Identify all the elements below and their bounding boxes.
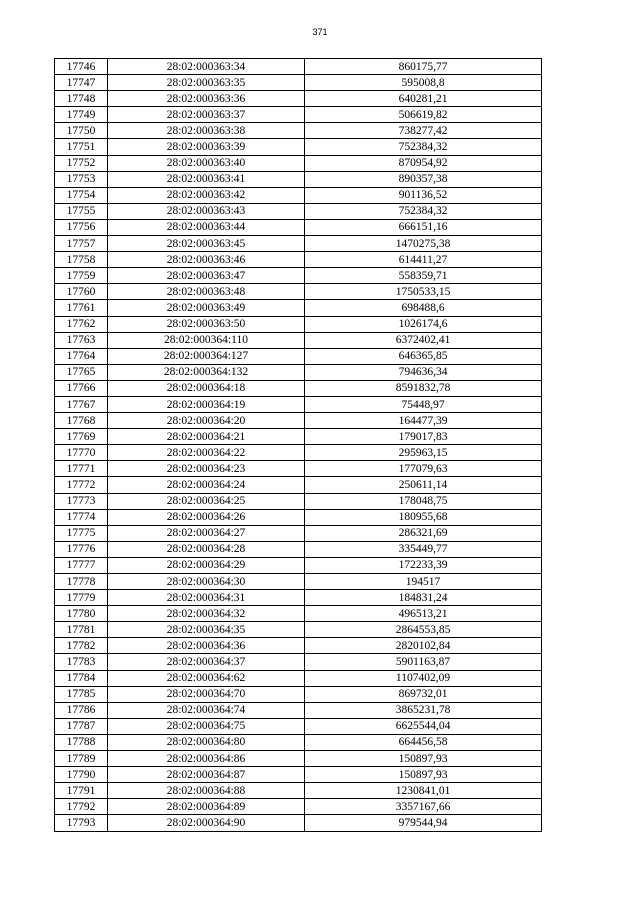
cadastral-value-table xyxy=(54,58,542,832)
row-number-cell: 17755 xyxy=(55,203,108,219)
row-number-cell: 17769 xyxy=(55,429,108,445)
table-row xyxy=(55,219,542,235)
cadastral-number-cell: 28:02:000363:50 xyxy=(108,316,305,332)
cadastral-number-cell: 28:02:000364:30 xyxy=(108,574,305,590)
cadastral-value-cell: 3865231,78 xyxy=(305,702,542,718)
page-number: 371 xyxy=(312,27,328,37)
table-row xyxy=(55,59,542,75)
row-number-cell: 17763 xyxy=(55,332,108,348)
cadastral-value-cell: 75448,97 xyxy=(305,396,542,412)
row-number-cell: 17748 xyxy=(55,91,108,107)
cadastral-number-cell: 28:02:000363:42 xyxy=(108,187,305,203)
cadastral-value-cell: 794636,34 xyxy=(305,364,542,380)
table-row xyxy=(55,525,542,541)
cadastral-number-cell: 28:02:000364:132 xyxy=(108,364,305,380)
row-number-cell: 17749 xyxy=(55,107,108,123)
row-number-cell: 17751 xyxy=(55,139,108,155)
cadastral-number-cell: 28:02:000364:37 xyxy=(108,654,305,670)
cadastral-value-cell: 150897,93 xyxy=(305,767,542,783)
table-row xyxy=(55,461,542,477)
cadastral-value-cell: 179017,83 xyxy=(305,429,542,445)
cadastral-value-cell: 614411,27 xyxy=(305,252,542,268)
table-row xyxy=(55,477,542,493)
cadastral-value-cell: 286321,69 xyxy=(305,525,542,541)
row-number-cell: 17778 xyxy=(55,574,108,590)
row-number-cell: 17762 xyxy=(55,316,108,332)
cadastral-number-cell: 28:02:000364:22 xyxy=(108,445,305,461)
cadastral-number-cell: 28:02:000364:27 xyxy=(108,525,305,541)
table-row xyxy=(55,413,542,429)
cadastral-number-cell: 28:02:000363:46 xyxy=(108,252,305,268)
cadastral-value-cell: 178048,75 xyxy=(305,493,542,509)
row-number-cell: 17757 xyxy=(55,236,108,252)
cadastral-number-cell: 28:02:000364:70 xyxy=(108,686,305,702)
cadastral-value-cell: 752384,32 xyxy=(305,203,542,219)
row-number-cell: 17781 xyxy=(55,622,108,638)
table-row xyxy=(55,686,542,702)
cadastral-value-cell: 1470275,38 xyxy=(305,236,542,252)
table-row xyxy=(55,702,542,718)
cadastral-number-cell: 28:02:000364:28 xyxy=(108,541,305,557)
table-row xyxy=(55,654,542,670)
table-row xyxy=(55,509,542,525)
cadastral-value-cell: 177079,63 xyxy=(305,461,542,477)
table-row xyxy=(55,783,542,799)
row-number-cell: 17759 xyxy=(55,268,108,284)
table-row xyxy=(55,606,542,622)
table-row xyxy=(55,252,542,268)
cadastral-value-cell: 8591832,78 xyxy=(305,380,542,396)
cadastral-value-cell: 558359,71 xyxy=(305,268,542,284)
cadastral-value-cell: 164477,39 xyxy=(305,413,542,429)
table-row xyxy=(55,557,542,573)
cadastral-number-cell: 28:02:000364:18 xyxy=(108,380,305,396)
row-number-cell: 17765 xyxy=(55,364,108,380)
row-number-cell: 17792 xyxy=(55,799,108,815)
cadastral-value-cell: 901136,52 xyxy=(305,187,542,203)
table-row xyxy=(55,445,542,461)
cadastral-number-cell: 28:02:000363:44 xyxy=(108,219,305,235)
row-number-cell: 17752 xyxy=(55,155,108,171)
cadastral-number-cell: 28:02:000364:35 xyxy=(108,622,305,638)
cadastral-value-cell: 890357,38 xyxy=(305,171,542,187)
cadastral-number-cell: 28:02:000363:41 xyxy=(108,171,305,187)
cadastral-number-cell: 28:02:000364:19 xyxy=(108,396,305,412)
cadastral-value-cell: 698488,6 xyxy=(305,300,542,316)
cadastral-number-cell: 28:02:000363:48 xyxy=(108,284,305,300)
cadastral-value-cell: 2820102,84 xyxy=(305,638,542,654)
table-row xyxy=(55,348,542,364)
row-number-cell: 17789 xyxy=(55,751,108,767)
cadastral-value-cell: 172233,39 xyxy=(305,557,542,573)
table-row xyxy=(55,203,542,219)
cadastral-number-cell: 28:02:000364:88 xyxy=(108,783,305,799)
row-number-cell: 17790 xyxy=(55,767,108,783)
table-row xyxy=(55,429,542,445)
table-row xyxy=(55,590,542,606)
row-number-cell: 17760 xyxy=(55,284,108,300)
table-row xyxy=(55,799,542,815)
cadastral-number-cell: 28:02:000364:110 xyxy=(108,332,305,348)
table-row xyxy=(55,171,542,187)
table-row xyxy=(55,284,542,300)
row-number-cell: 17780 xyxy=(55,606,108,622)
cadastral-value-cell: 295963,15 xyxy=(305,445,542,461)
table-row xyxy=(55,187,542,203)
row-number-cell: 17776 xyxy=(55,541,108,557)
cadastral-value-cell: 860175,77 xyxy=(305,59,542,75)
table-body xyxy=(55,59,542,832)
cadastral-value-cell: 3357167,66 xyxy=(305,799,542,815)
row-number-cell: 17783 xyxy=(55,654,108,670)
row-number-cell: 17775 xyxy=(55,525,108,541)
cadastral-number-cell: 28:02:000364:32 xyxy=(108,606,305,622)
table-row xyxy=(55,815,542,831)
cadastral-value-cell: 506619,82 xyxy=(305,107,542,123)
cadastral-number-cell: 28:02:000364:21 xyxy=(108,429,305,445)
cadastral-value-cell: 870954,92 xyxy=(305,155,542,171)
table-row xyxy=(55,75,542,91)
cadastral-number-cell: 28:02:000363:49 xyxy=(108,300,305,316)
cadastral-value-cell: 1107402,09 xyxy=(305,670,542,686)
cadastral-value-cell: 6372402,41 xyxy=(305,332,542,348)
row-number-cell: 17770 xyxy=(55,445,108,461)
cadastral-number-cell: 28:02:000363:37 xyxy=(108,107,305,123)
table-row xyxy=(55,364,542,380)
row-number-cell: 17782 xyxy=(55,638,108,654)
row-number-cell: 17771 xyxy=(55,461,108,477)
row-number-cell: 17777 xyxy=(55,557,108,573)
cadastral-number-cell: 28:02:000363:45 xyxy=(108,236,305,252)
cadastral-value-cell: 6625544,04 xyxy=(305,718,542,734)
cadastral-number-cell: 28:02:000364:20 xyxy=(108,413,305,429)
cadastral-value-cell: 752384,32 xyxy=(305,139,542,155)
cadastral-value-cell: 184831,24 xyxy=(305,590,542,606)
cadastral-value-cell: 5901163,87 xyxy=(305,654,542,670)
table-row xyxy=(55,300,542,316)
cadastral-number-cell: 28:02:000363:40 xyxy=(108,155,305,171)
row-number-cell: 17788 xyxy=(55,734,108,750)
row-number-cell: 17772 xyxy=(55,477,108,493)
cadastral-value-cell: 496513,21 xyxy=(305,606,542,622)
cadastral-number-cell: 28:02:000363:43 xyxy=(108,203,305,219)
cadastral-number-cell: 28:02:000364:75 xyxy=(108,718,305,734)
table-row xyxy=(55,396,542,412)
cadastral-number-cell: 28:02:000364:86 xyxy=(108,751,305,767)
row-number-cell: 17773 xyxy=(55,493,108,509)
row-number-cell: 17774 xyxy=(55,509,108,525)
table-row xyxy=(55,767,542,783)
cadastral-value-cell: 194517 xyxy=(305,574,542,590)
table-row xyxy=(55,622,542,638)
cadastral-number-cell: 28:02:000363:38 xyxy=(108,123,305,139)
cadastral-number-cell: 28:02:000364:90 xyxy=(108,815,305,831)
table-row xyxy=(55,638,542,654)
cadastral-number-cell: 28:02:000364:74 xyxy=(108,702,305,718)
row-number-cell: 17756 xyxy=(55,219,108,235)
row-number-cell: 17791 xyxy=(55,783,108,799)
cadastral-value-cell: 640281,21 xyxy=(305,91,542,107)
table-row xyxy=(55,541,542,557)
table-row xyxy=(55,718,542,734)
cadastral-number-cell: 28:02:000364:87 xyxy=(108,767,305,783)
table-row xyxy=(55,139,542,155)
cadastral-number-cell: 28:02:000364:89 xyxy=(108,799,305,815)
cadastral-value-cell: 1750533,15 xyxy=(305,284,542,300)
row-number-cell: 17761 xyxy=(55,300,108,316)
table-row xyxy=(55,751,542,767)
table-row xyxy=(55,155,542,171)
row-number-cell: 17753 xyxy=(55,171,108,187)
row-number-cell: 17754 xyxy=(55,187,108,203)
table-row xyxy=(55,734,542,750)
cadastral-number-cell: 28:02:000363:35 xyxy=(108,75,305,91)
cadastral-value-cell: 738277,42 xyxy=(305,123,542,139)
cadastral-number-cell: 28:02:000364:23 xyxy=(108,461,305,477)
cadastral-number-cell: 28:02:000364:36 xyxy=(108,638,305,654)
row-number-cell: 17768 xyxy=(55,413,108,429)
cadastral-value-cell: 2864553,85 xyxy=(305,622,542,638)
row-number-cell: 17793 xyxy=(55,815,108,831)
cadastral-number-cell: 28:02:000364:29 xyxy=(108,557,305,573)
cadastral-number-cell: 28:02:000363:36 xyxy=(108,91,305,107)
table-row xyxy=(55,123,542,139)
cadastral-value-cell: 869732,01 xyxy=(305,686,542,702)
table-row xyxy=(55,91,542,107)
table-row xyxy=(55,268,542,284)
table-row xyxy=(55,316,542,332)
cadastral-value-cell: 150897,93 xyxy=(305,751,542,767)
table-row xyxy=(55,493,542,509)
table-row xyxy=(55,380,542,396)
cadastral-value-cell: 1026174,6 xyxy=(305,316,542,332)
cadastral-number-cell: 28:02:000364:25 xyxy=(108,493,305,509)
cadastral-number-cell: 28:02:000364:24 xyxy=(108,477,305,493)
cadastral-number-cell: 28:02:000364:127 xyxy=(108,348,305,364)
row-number-cell: 17766 xyxy=(55,380,108,396)
table-row xyxy=(55,574,542,590)
table-row xyxy=(55,107,542,123)
cadastral-number-cell: 28:02:000363:39 xyxy=(108,139,305,155)
row-number-cell: 17786 xyxy=(55,702,108,718)
row-number-cell: 17779 xyxy=(55,590,108,606)
cadastral-number-cell: 28:02:000363:34 xyxy=(108,59,305,75)
cadastral-value-cell: 646365,85 xyxy=(305,348,542,364)
row-number-cell: 17787 xyxy=(55,718,108,734)
cadastral-value-cell: 250611,14 xyxy=(305,477,542,493)
cadastral-value-cell: 595008,8 xyxy=(305,75,542,91)
row-number-cell: 17767 xyxy=(55,396,108,412)
cadastral-value-cell: 335449,77 xyxy=(305,541,542,557)
row-number-cell: 17784 xyxy=(55,670,108,686)
table-row xyxy=(55,236,542,252)
row-number-cell: 17746 xyxy=(55,59,108,75)
row-number-cell: 17758 xyxy=(55,252,108,268)
table-row xyxy=(55,332,542,348)
cadastral-number-cell: 28:02:000364:80 xyxy=(108,734,305,750)
cadastral-number-cell: 28:02:000364:31 xyxy=(108,590,305,606)
row-number-cell: 17764 xyxy=(55,348,108,364)
cadastral-number-cell: 28:02:000364:62 xyxy=(108,670,305,686)
cadastral-value-cell: 180955,68 xyxy=(305,509,542,525)
cadastral-number-cell: 28:02:000364:26 xyxy=(108,509,305,525)
row-number-cell: 17750 xyxy=(55,123,108,139)
cadastral-value-cell: 1230841,01 xyxy=(305,783,542,799)
row-number-cell: 17785 xyxy=(55,686,108,702)
cadastral-value-cell: 979544,94 xyxy=(305,815,542,831)
cadastral-value-cell: 664456,58 xyxy=(305,734,542,750)
cadastral-number-cell: 28:02:000363:47 xyxy=(108,268,305,284)
row-number-cell: 17747 xyxy=(55,75,108,91)
table-row xyxy=(55,670,542,686)
cadastral-value-cell: 666151,16 xyxy=(305,219,542,235)
